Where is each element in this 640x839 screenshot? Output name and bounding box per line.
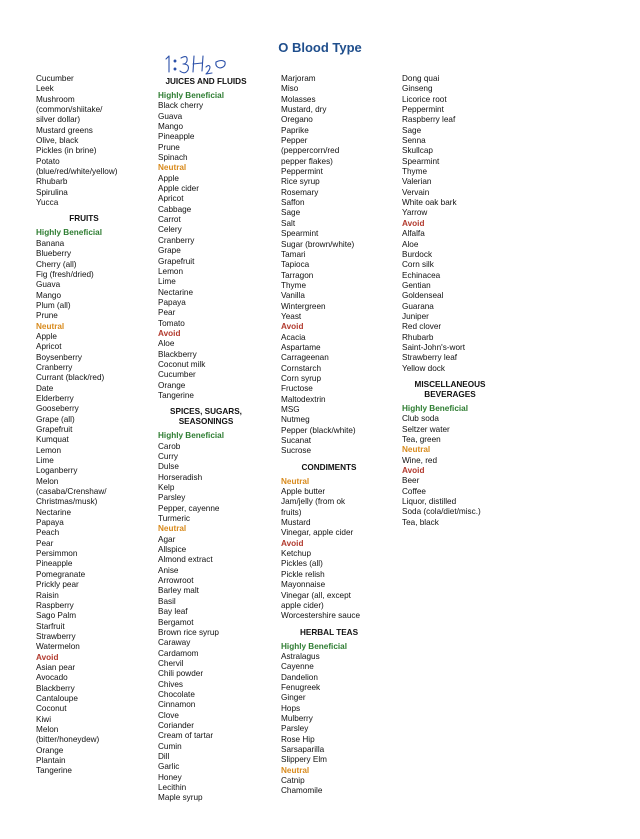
food-item: Aspartame [281, 342, 321, 352]
food-item: Agar [158, 534, 176, 544]
food-item: Peppermint [281, 167, 323, 177]
food-item: Cardamom [158, 648, 199, 658]
food-item: Fructose [281, 384, 313, 394]
food-item: Tapioca [281, 260, 310, 270]
food-item: Seltzer water [402, 424, 450, 434]
food-item: Black cherry [158, 101, 204, 111]
column-3 [281, 74, 399, 797]
food-item: Tarragon [281, 270, 314, 280]
food-item: Chili powder [158, 669, 204, 679]
category-neutral: Neutral [36, 321, 65, 331]
food-item: Orange [36, 745, 64, 755]
food-item: Saint-John's-wort [402, 342, 465, 352]
food-item: Raisin [36, 590, 59, 600]
food-item: Pineapple [36, 559, 73, 569]
food-item: Parsley [158, 493, 186, 503]
food-item: Asian pear [36, 662, 76, 672]
food-item: Salt [281, 218, 296, 228]
food-item: Vervain [402, 187, 430, 197]
food-item: Maltodextrin [281, 394, 326, 404]
food-item: Caraway [158, 638, 191, 648]
category-neutral: Neutral [281, 476, 310, 486]
food-item: Cranberry [158, 235, 195, 245]
food-item: Molasses [281, 94, 316, 104]
food-item: Sucanat [281, 436, 312, 446]
category-highly-beneficial: Highly Beneficial [158, 91, 224, 100]
food-item: Maple syrup [158, 793, 203, 803]
food-item: Mustard greens [36, 125, 93, 135]
food-item: Acacia [281, 332, 306, 342]
food-item: Curry [158, 452, 179, 461]
food-item: Cumin [158, 741, 182, 751]
food-item: Boysenberry [36, 352, 82, 362]
food-item: Gooseberry [36, 404, 79, 414]
food-item: Mustard [281, 518, 311, 528]
food-item: Loganberry [36, 466, 78, 476]
food-item: Slippery Elm [281, 755, 327, 765]
food-item: Melon [36, 724, 59, 734]
food-item: Currant (black/red) [36, 373, 105, 383]
food-item: Grape (all) [36, 414, 75, 424]
food-item: Tea, green [402, 435, 441, 444]
food-item: Valerian [402, 177, 432, 187]
food-item: Catnip [281, 776, 305, 785]
food-item: Carrageenan [281, 353, 329, 363]
food-item: Arrowroot [158, 576, 194, 586]
food-item: Banana [36, 238, 65, 248]
food-item: Plum (all) [36, 300, 71, 310]
category-highly-beneficial: Highly Beneficial [281, 641, 347, 651]
food-item: Allspice [158, 545, 187, 555]
food-item: Dandelion [281, 672, 318, 682]
food-item: Cucumber [158, 370, 196, 380]
section-heading: HERBAL TEAS [299, 627, 359, 637]
food-item: Guarana [402, 301, 434, 311]
food-item: Vinegar (all, except [281, 590, 351, 600]
food-item: Bay leaf [158, 607, 188, 617]
food-item: Vinegar, apple cider [281, 528, 354, 538]
food-item: Thyme [281, 280, 307, 290]
food-item: (blue/red/white/yellow) [36, 167, 118, 177]
food-item: Kumquat [36, 435, 69, 445]
food-item: Guava [158, 111, 183, 121]
food-item: Yarrow [402, 208, 428, 218]
food-item: Sugar (brown/white) [281, 239, 355, 249]
food-item: Jam/jelly (from ok [281, 497, 346, 507]
food-item: Apple [158, 173, 179, 183]
food-item: Echinacea [402, 270, 441, 280]
food-item: Papaya [158, 297, 186, 307]
food-item: Kiwi [36, 714, 52, 724]
food-item: Almond extract [158, 555, 213, 565]
food-item: Lecithin [158, 783, 187, 792]
food-item: Rhubarb [36, 177, 68, 187]
food-item: Mustard, dry [281, 105, 327, 115]
food-item: Plantain [36, 756, 66, 765]
food-item: Yellow dock [402, 363, 445, 373]
food-item: Brown rice syrup [158, 627, 219, 637]
category-avoid: Avoid [402, 218, 425, 228]
food-item: Pepper [281, 136, 308, 146]
food-item: Avocado [36, 673, 68, 683]
food-item: Red clover [402, 322, 442, 332]
food-item: Juniper [402, 311, 429, 321]
food-item: Worcestershire sauce [281, 611, 361, 621]
food-item: Nectarine [36, 507, 72, 517]
food-item: Fenugreek [281, 682, 321, 692]
food-item: Celery [158, 225, 182, 235]
column-2 [158, 74, 276, 804]
food-item: Beer [402, 476, 420, 486]
food-item: Rosemary [281, 187, 319, 197]
food-item: Bergamot [158, 617, 194, 627]
category-neutral: Neutral [402, 445, 431, 455]
category-avoid: Avoid [402, 466, 425, 476]
food-item: Kelp [158, 483, 175, 493]
category-highly-beneficial: Highly Beneficial [36, 228, 102, 238]
food-item: (bitter/honeydew) [36, 735, 100, 745]
food-item: Ginger [281, 693, 306, 703]
category-highly-beneficial: Highly Beneficial [158, 431, 224, 441]
food-item: Hops [281, 703, 301, 713]
food-item: Pickles (in brine) [36, 146, 97, 156]
food-item: Cantaloupe [36, 693, 78, 703]
food-item: Prickly pear [36, 580, 79, 590]
food-item: Sago Palm [36, 611, 77, 621]
category-neutral: Neutral [281, 765, 310, 775]
food-item: Sage [402, 125, 422, 135]
food-item: Thyme [402, 167, 428, 177]
food-item: Rhubarb [402, 332, 434, 342]
food-item: Grapefruit [36, 425, 73, 434]
food-item: Apple butter [281, 487, 326, 497]
food-item: Dulse [158, 462, 179, 472]
food-item: Oregano [281, 115, 313, 125]
food-item: Elderberry [36, 393, 74, 403]
food-item: Paprike [281, 125, 309, 135]
food-item: Gentian [402, 280, 431, 290]
food-item: Pineapple [158, 132, 195, 142]
food-item: Fig (fresh/dried) [36, 269, 94, 279]
category-avoid: Avoid [158, 328, 181, 338]
food-item: Blueberry [36, 249, 72, 259]
food-item: Cherry (all) [36, 259, 77, 269]
food-item: silver dollar) [36, 115, 81, 125]
section-heading: MISCELLANEOUS BEVERAGES [414, 379, 486, 399]
food-item: Ginseng [402, 84, 433, 94]
food-item: Alfalfa [402, 229, 425, 239]
food-item: Grape [158, 246, 181, 256]
category-highly-beneficial: Highly Beneficial [402, 403, 468, 413]
food-item: Blackberry [158, 349, 197, 359]
food-item: Clove [158, 710, 179, 720]
column-4 [402, 74, 520, 528]
food-item: Cabbage [158, 204, 192, 214]
category-neutral: Neutral [158, 163, 187, 173]
food-item: Grapefruit [158, 256, 195, 266]
food-item: Vanilla [281, 291, 305, 301]
food-item: Prune [158, 142, 180, 152]
food-item: Skullcap [402, 146, 433, 156]
food-item: Pear [158, 308, 176, 318]
food-item: Tamari [281, 249, 306, 259]
food-item: Strawberry [36, 631, 76, 641]
food-item: Corn syrup [281, 373, 322, 383]
food-item: Prune [36, 311, 58, 321]
food-item: Sarsaparilla [281, 744, 325, 754]
food-item: Pepper, cayenne [158, 503, 220, 513]
food-item: Ketchup [281, 549, 312, 559]
page-title: O Blood Type [278, 40, 362, 55]
food-item: (casaba/Crenshaw/ [36, 487, 107, 497]
food-item: Carrot [158, 215, 181, 225]
food-item: Wine, red [402, 455, 438, 465]
food-item: Apricot [36, 342, 62, 352]
food-item: Spirulina [36, 187, 68, 197]
food-item: Carob [158, 441, 181, 451]
food-item: (peppercorn/red [281, 146, 340, 156]
food-item: Cucumber [36, 74, 74, 83]
food-item: Lime [158, 277, 176, 287]
food-item: Pomegranate [36, 569, 86, 579]
food-item: Barley malt [158, 586, 199, 596]
food-item: Apricot [158, 194, 184, 204]
section-heading: CONDIMENTS [301, 462, 357, 472]
food-item: Chives [158, 679, 184, 689]
food-item: Wintergreen [281, 301, 326, 311]
food-item: Guava [36, 280, 61, 290]
food-item: Cayenne [281, 662, 314, 672]
food-item: Persimmon [36, 549, 78, 559]
food-item: Dong quai [402, 74, 440, 83]
food-item: Peach [36, 528, 60, 538]
food-item: Yucca [36, 198, 59, 208]
food-item: Coffee [402, 486, 426, 496]
food-item: Corn silk [402, 260, 434, 270]
food-item: Goldenseal [402, 291, 444, 301]
food-item: Sage [281, 208, 301, 218]
food-item: Starfruit [36, 621, 65, 631]
food-item: Tangerine [158, 390, 194, 400]
food-item: Licorice root [402, 94, 447, 104]
food-item: Mushroom [36, 94, 75, 104]
food-item: Blackberry [36, 683, 75, 693]
food-item: Christmas/musk) [36, 497, 98, 507]
food-item: Club soda [402, 414, 439, 424]
food-item: Parsley [281, 724, 309, 734]
food-item: Marjoram [281, 74, 316, 83]
food-item: Liquor, distilled [402, 497, 457, 507]
food-item: Dill [158, 751, 170, 761]
food-item: Rice syrup [281, 177, 320, 187]
food-item: Melon [36, 476, 59, 486]
food-item: Apple cider [158, 184, 199, 194]
food-item: Chervil [158, 658, 184, 668]
food-item: Orange [158, 380, 186, 390]
food-item: Tea, black [402, 517, 439, 527]
category-neutral: Neutral [158, 524, 187, 534]
food-item: Saffon [281, 198, 305, 208]
food-item: Chocolate [158, 689, 195, 699]
food-item: Tomato [158, 318, 185, 328]
food-item: Leek [36, 84, 54, 94]
food-item: Coconut milk [158, 359, 206, 369]
food-item: Lime [36, 456, 54, 466]
food-item: Senna [402, 136, 426, 146]
column-1 [36, 74, 154, 777]
food-item: Tangerine [36, 766, 72, 776]
section-heading: FRUITS [69, 214, 99, 224]
food-item: Aloe [402, 239, 419, 249]
food-item: Spinach [158, 153, 188, 163]
food-item: Yeast [281, 311, 302, 321]
food-item: Mayonnaise [281, 580, 326, 590]
food-item: Spearmint [281, 229, 319, 239]
food-item: Pepper (black/white) [281, 425, 356, 435]
food-item: Nutmeg [281, 415, 310, 425]
food-item: Aloe [158, 339, 175, 349]
food-item: Raspberry leaf [402, 115, 456, 125]
food-item: Cream of tartar [158, 731, 214, 741]
food-item: Astralagus [281, 651, 320, 661]
section-heading: SPICES, SUGARS, SEASONINGS [170, 407, 242, 427]
food-item: (common/shiitake/ [36, 105, 103, 115]
food-item: Coconut [36, 704, 67, 714]
food-item: Sucrose [281, 446, 312, 456]
food-item: Burdock [402, 249, 433, 259]
food-item: Coriander [158, 720, 194, 730]
food-item: Miso [281, 84, 299, 94]
food-item: Pear [36, 538, 54, 548]
food-item: Olive, black [36, 136, 79, 146]
food-item: Pickle relish [281, 569, 325, 579]
food-item: Garlic [158, 762, 180, 772]
food-item: pepper flakes) [281, 156, 333, 166]
food-item: Turmeric [158, 514, 190, 524]
food-item: Cranberry [36, 362, 73, 372]
food-item: Lemon [36, 445, 62, 455]
food-item: Raspberry [36, 600, 74, 610]
food-item: Watermelon [36, 642, 80, 652]
food-item: Anise [158, 565, 179, 575]
food-item: Pickles (all) [281, 559, 323, 569]
food-item: Mango [36, 290, 62, 300]
food-item: fruits) [281, 507, 302, 517]
category-avoid: Avoid [36, 652, 59, 662]
food-item: Peppermint [402, 105, 444, 115]
food-item: Lemon [158, 266, 184, 276]
food-item: Basil [158, 596, 176, 606]
food-item: Date [36, 383, 54, 393]
category-avoid: Avoid [281, 322, 304, 332]
food-item: Mango [158, 122, 184, 132]
food-item: Strawberry leaf [402, 353, 458, 363]
food-item: apple cider) [281, 600, 324, 610]
category-avoid: Avoid [281, 538, 304, 548]
food-item: White oak bark [402, 198, 457, 208]
food-item: Soda (cola/diet/misc.) [402, 507, 481, 517]
food-item: Cornstarch [281, 363, 322, 373]
food-item: Spearmint [402, 156, 440, 166]
food-item: Nectarine [158, 287, 194, 297]
food-item: Potato [36, 156, 60, 166]
food-item: Honey [158, 772, 182, 782]
food-item: Papaya [36, 518, 64, 528]
food-item: Rose Hip [281, 734, 315, 744]
food-item: Apple [36, 331, 57, 341]
food-item: Mulberry [281, 713, 313, 723]
food-item: MSG [281, 405, 300, 414]
food-item: Cinnamon [158, 700, 196, 710]
food-item: Horseradish [158, 472, 203, 482]
food-item: Chamomile [281, 786, 323, 796]
section-heading: JUICES AND FLUIDS [165, 77, 247, 86]
